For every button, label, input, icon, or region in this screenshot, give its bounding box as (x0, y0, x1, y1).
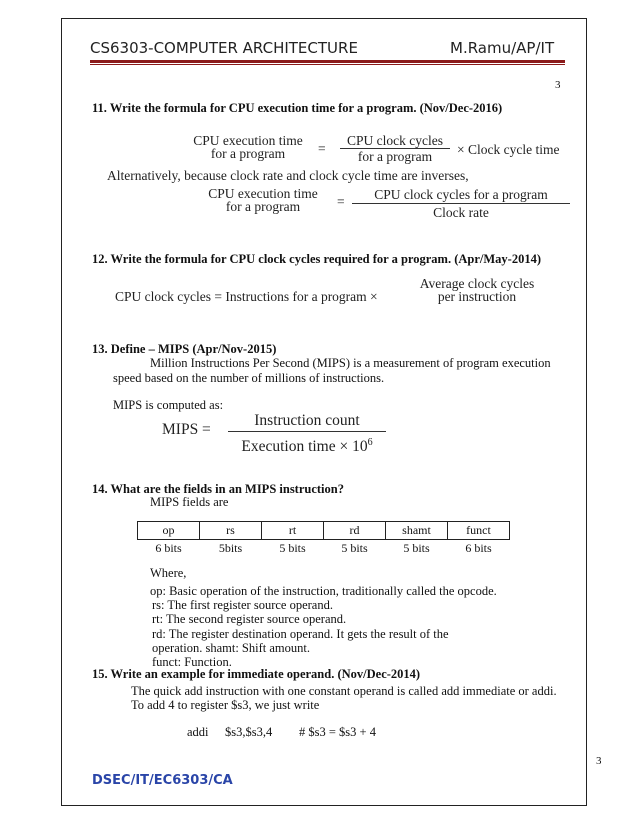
field-shamt: shamt (386, 522, 448, 540)
q11-f1-equals: = (318, 141, 326, 156)
q15-instr-comment: # $s3 = $s3 + 4 (299, 725, 376, 739)
bits-shamt: 5 bits (403, 541, 430, 555)
q15-line2: To add 4 to register $s3, we just write (131, 698, 320, 712)
q14-intro: MIPS fields are (150, 495, 229, 509)
bits-op: 6 bits (155, 541, 182, 555)
field-rs: rs (200, 522, 262, 540)
bits-funct: 6 bits (465, 541, 492, 555)
header-rule-thin (90, 64, 565, 65)
question-11-title: 11. Write the formula for CPU execution time for a program. (Nov/Dec-2016) (92, 101, 503, 115)
question-14-title: 14. What are the fields in an MIPS instruction? (92, 482, 344, 496)
q14-desc-rs: rs: The first register source operand. (152, 598, 333, 612)
q14-desc-shamt: operation. shamt: Shift amount. (152, 641, 310, 655)
q11-f2-equals: = (337, 194, 345, 209)
field-rd: rd (324, 522, 386, 540)
bits-rd: 5 bits (341, 541, 368, 555)
q11-f1-rhs: × Clock cycle time (457, 142, 560, 157)
q14-where: Where, (150, 566, 187, 580)
q14-desc-op: op: Basic operation of the instruction, traditionally called the opcode. (150, 584, 497, 598)
q14-desc-rd: rd: The register destination operand. It gets the result of the (152, 627, 449, 641)
page-number-bottom: 3 (596, 755, 602, 767)
q15-instr-operands: $s3,$s3,4 (225, 725, 273, 739)
q12-formula-left: CPU clock cycles = Instructions for a program × (115, 289, 378, 304)
question-12-title: 12. Write the formula for CPU clock cycles required for a program. (Apr/May-2014) (92, 252, 541, 266)
mips-formula-fraction: Instruction count Execution time × $10^6$ (228, 412, 386, 455)
q15-instr-mnemonic: addi (187, 725, 209, 739)
question-13-title: 13. Define – MIPS (Apr/Nov-2015) (92, 342, 277, 356)
bits-rs: 5bits (218, 541, 243, 555)
field-funct: funct (448, 522, 510, 540)
q13-line2: speed based on the number of millions of instructions. (113, 371, 385, 385)
q11-f1-fraction: CPU clock cycles for a program (336, 134, 454, 163)
field-rt: rt (262, 522, 324, 540)
q12-fraction: Average clock cycles per instruction (419, 276, 535, 304)
q11-f1-lhs: CPU execution time for a program (193, 133, 303, 161)
q14-desc-rt: rt: The second register source operand. (152, 612, 347, 626)
bits-rt: 5 bits (279, 541, 306, 555)
q11-f2-fraction: CPU clock cycles for a program Clock rate (352, 188, 570, 219)
mips-fields-row (138, 522, 510, 540)
question-15-title: 15. Write an example for immediate operand. (Nov/Dec-2014) (92, 667, 421, 681)
q13-line1: Million Instructions Per Second (MIPS) is a measurement of program execution (150, 356, 551, 370)
mips-formula-lhs: MIPS = (162, 421, 211, 438)
header-rule (90, 60, 565, 63)
q14-desc-funct: funct: Function. (152, 655, 232, 669)
footer-code: DSEC/IT/EC6303/CA (92, 773, 233, 788)
q11-alternative-text: Alternatively, because clock rate and clock cycle time are inverses, (107, 168, 469, 183)
q11-f2-lhs: CPU execution time for a program (208, 186, 318, 214)
q15-line1: The quick add instruction with one constant operand is called add immediate or addi. (131, 684, 557, 698)
q13-computed-text: MIPS is computed as: (113, 398, 224, 412)
header-author: M.Ramu/AP/IT (450, 39, 555, 57)
header-course-title: CS6303-COMPUTER ARCHITECTURE (90, 39, 358, 57)
mips-bits-row (138, 540, 510, 558)
field-op: op (138, 522, 200, 540)
mips-fields-table (137, 521, 510, 557)
page-number-top: 3 (555, 79, 561, 91)
